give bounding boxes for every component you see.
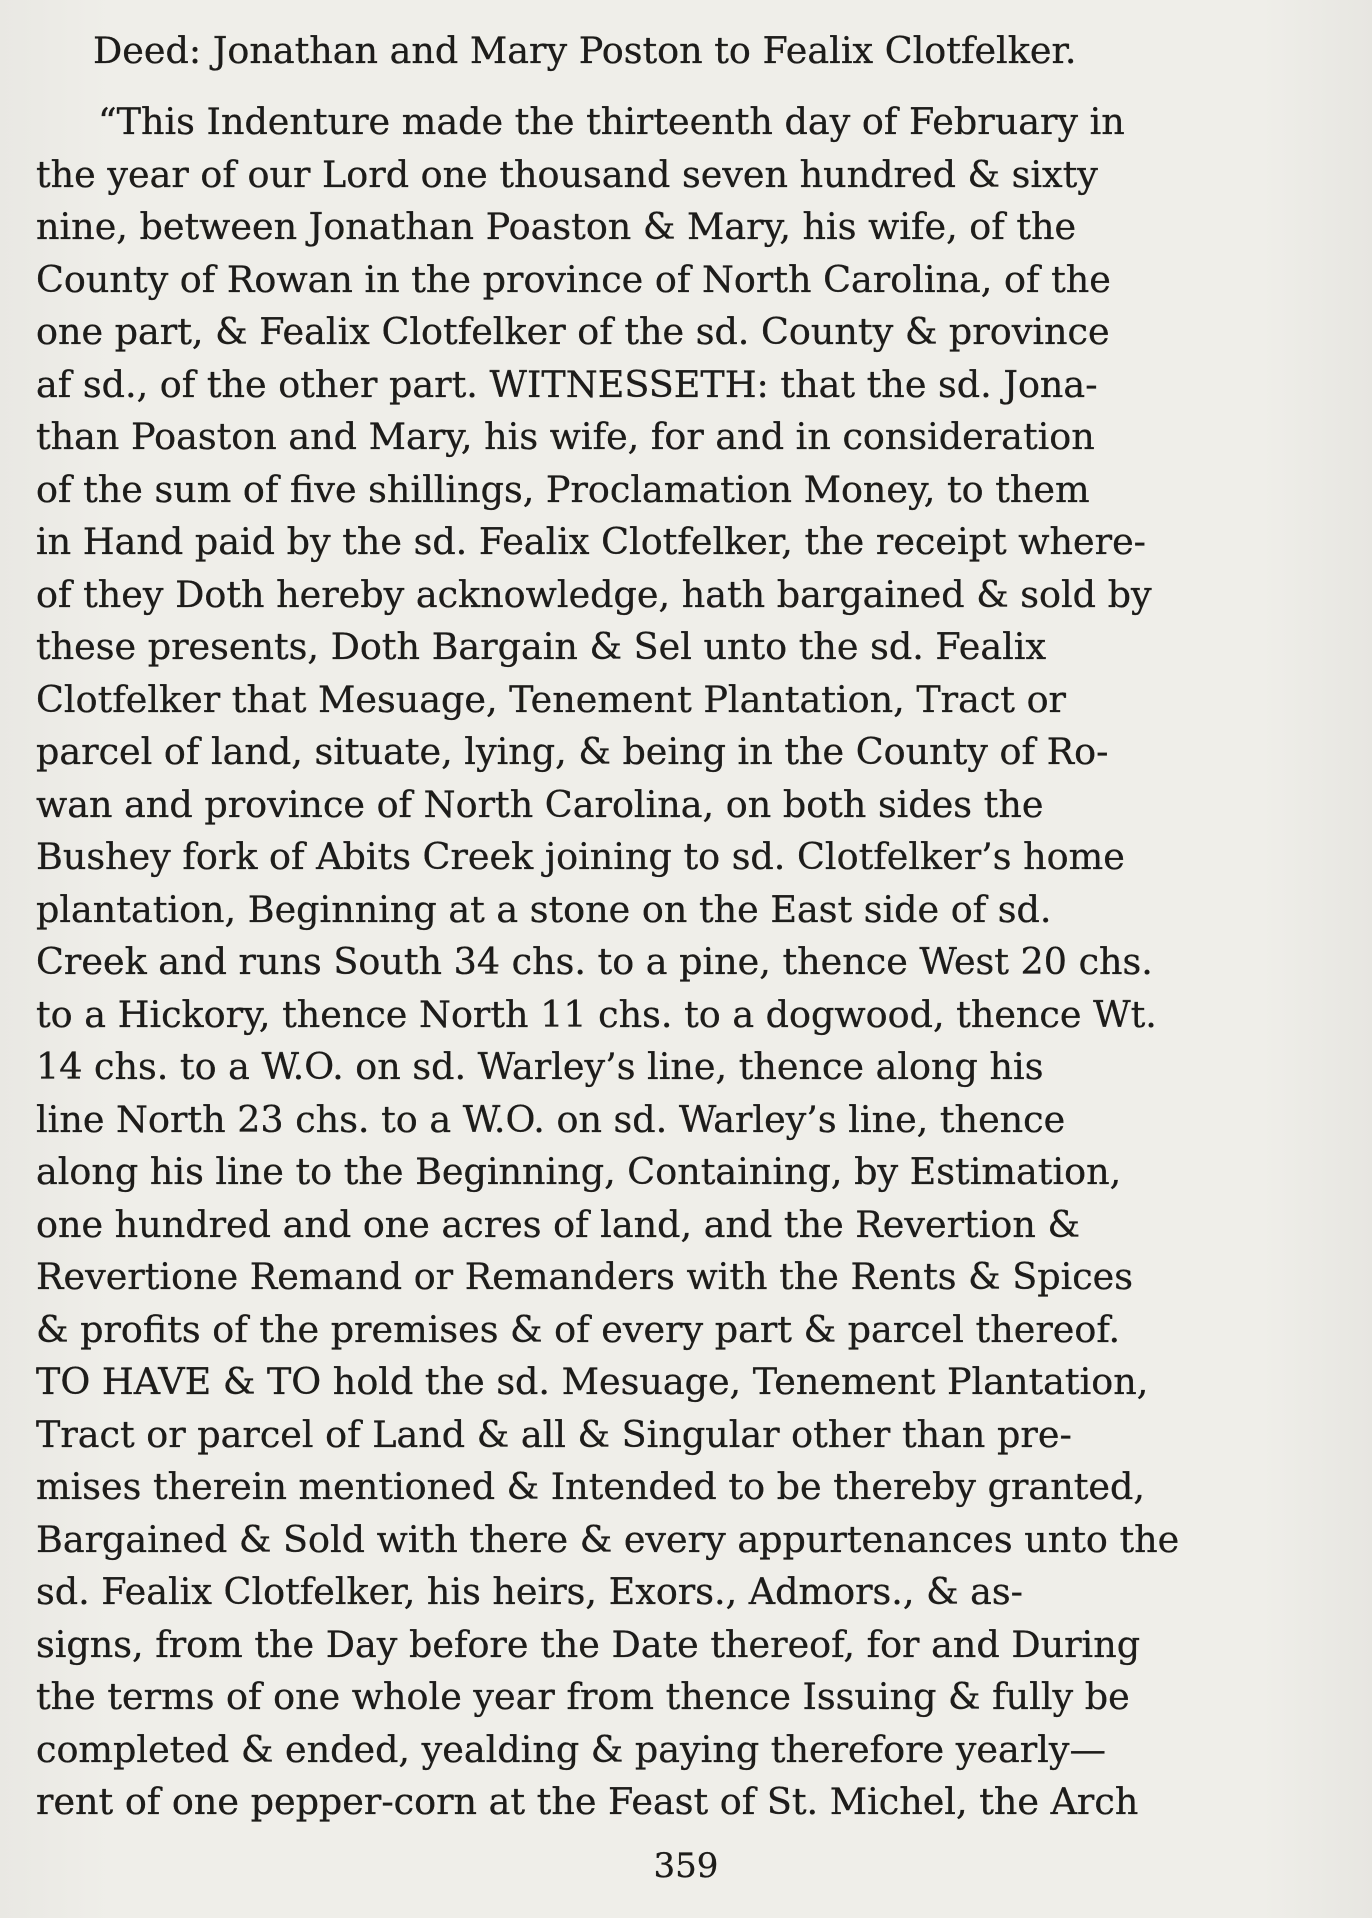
text-line: parcel of land, situate, lying, & being in the County of Ro- (36, 730, 1109, 773)
text-line: of they Doth hereby acknowledge, hath bargained & sold by (36, 572, 1152, 616)
text-line: line North 23 chs. to a W.O. on sd. Warley’s line, thence (36, 1097, 1066, 1141)
text-line: mises therein mentioned & Intended to be thereby granted, (36, 1465, 1145, 1508)
text-line: & profits of the premises & of every part & parcel thereof. (36, 1307, 1121, 1351)
text-line: sd. Fealix Clotfelker, his heirs, Exors., Admors., & as- (36, 1570, 1023, 1613)
text-line: plantation, Beginning at a stone on the East side of sd. (36, 887, 1052, 931)
text-line: rent of one pepper-corn at the Feast of St. Michel, the Arch (36, 1780, 1139, 1823)
deed-title: Deed: Jonathan and Mary Poston to Fealix Clotfelker. (93, 29, 1077, 72)
text-line: completed & ended, yealding & paying therefore yearly— (36, 1727, 1106, 1771)
text-line: 14 chs. to a W.O. on sd. Warley’s line, thence along his (36, 1045, 1044, 1088)
text-line: Creek and runs South 34 chs. to a pine, thence West 20 chs. (36, 940, 1153, 983)
text-line: Bushey fork of Abits Creek joining to sd. Clotfelker’s home (36, 835, 1125, 878)
text-line: one hundred and one acres of land, and the Revertion & (36, 1202, 1080, 1246)
text-line: than Poaston and Mary, his wife, for and in consideration (36, 415, 1095, 458)
text-line: along his line to the Beginning, Containing, by Estimation, (36, 1150, 1122, 1193)
text-line: to a Hickory, thence North 11 chs. to a dogwood, thence Wt. (36, 992, 1157, 1036)
text-line: these presents, Doth Bargain & Sel unto the sd. Fealix (36, 625, 1047, 668)
text-line: of the sum of five shillings, Proclamation Money, to them (36, 467, 1090, 511)
text-line: in Hand paid by the sd. Fealix Clotfelker, the receipt where- (36, 520, 1147, 563)
text-line: af sd., of the other part. WITNESSETH: that the sd. Jona- (36, 362, 1098, 406)
text-line: one part, & Fealix Clotfelker of the sd. County & province (36, 310, 1110, 353)
text-line: “This Indenture made the thirteenth day of February in (98, 100, 1125, 143)
text-line: the year of our Lord one thousand seven hundred & sixty (36, 152, 1098, 196)
deed-body (36, 96, 1179, 1829)
text-line: County of Rowan in the province of North Carolina, of the (36, 257, 1111, 301)
text-line: nine, between Jonathan Poaston & Mary, his wife, of the (36, 205, 1077, 248)
text-line: Tract or parcel of Land & all & Singular other than pre- (36, 1412, 1072, 1456)
text-line: TO HAVE & TO hold the sd. Mesuage, Tenement Plantation, (36, 1360, 1149, 1403)
text-line: signs, from the Day before the Date thereof, for and During (36, 1622, 1141, 1666)
text-line: Clotfelker that Mesuage, Tenement Plantation, Tract or (36, 677, 1067, 721)
text-line: Bargained & Sold with there & every appurtenances unto the (36, 1517, 1180, 1561)
text-line: the terms of one whole year from thence Issuing & fully be (36, 1675, 1130, 1718)
page-number: 359 (653, 1846, 719, 1886)
text-line: wan and province of North Carolina, on both sides the (36, 782, 1044, 826)
text-line: Revertione Remand or Remanders with the Rents & Spices (36, 1255, 1134, 1298)
